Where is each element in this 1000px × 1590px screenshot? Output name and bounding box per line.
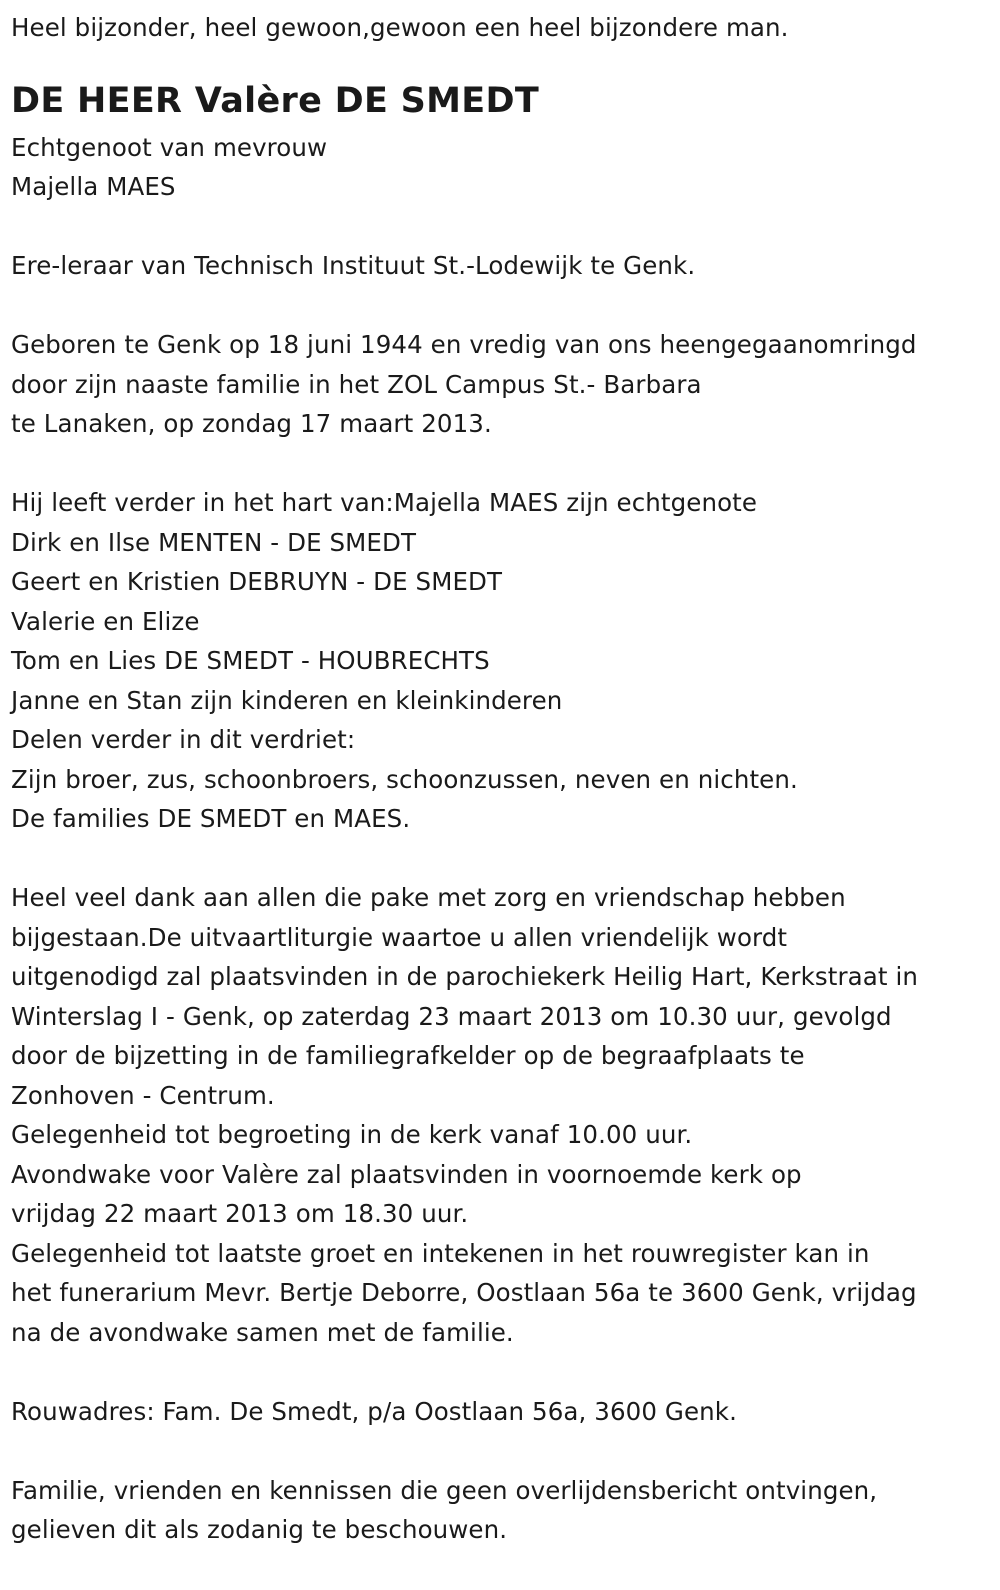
family-line: De families DE SMEDT en MAES. <box>11 804 411 833</box>
family-block <box>11 483 990 839</box>
family-line: Hij leeft verder in het hart van:Majella MAES zijn echtgenote <box>11 488 758 517</box>
service-line: Zonhoven - Centrum. <box>11 1080 275 1110</box>
service-line: Gelegenheid tot begroeting in de kerk vanaf 10.00 uur. <box>11 1120 693 1149</box>
paragraph-spacer <box>11 207 990 247</box>
family-line: Janne en Stan zijn kinderen en kleinkinderen <box>11 685 563 715</box>
service-line: Avondwake voor Valère zal plaatsvinden in voornoemde kerk op <box>11 1159 802 1189</box>
spouse-block <box>11 128 990 207</box>
spouse-line: Majella MAES <box>11 172 176 201</box>
paragraph-spacer <box>11 286 990 326</box>
service-block <box>11 878 990 1352</box>
profession-line: Ere-leraar van Technisch Instituut St.-Lodewijk te Genk. <box>11 251 696 280</box>
paragraph-spacer <box>11 1352 990 1392</box>
family-line: Delen verder in dit verdriet: <box>11 725 356 754</box>
service-line: Heel veel dank aan allen die pake met zorg en vriendschap hebben <box>11 883 846 912</box>
service-line: na de avondwake samen met de familie. <box>11 1317 514 1347</box>
closing-line: Familie, vrienden en kennissen die geen overlijdensbericht ontvingen, <box>11 1475 878 1505</box>
service-line: door de bijzetting in de familiegrafkelder op de begraafplaats te <box>11 1041 805 1070</box>
family-line: Dirk en Ilse MENTEN - DE SMEDT <box>11 527 417 557</box>
family-line: Tom en Lies DE SMEDT - HOUBRECHTS <box>11 646 490 675</box>
deceased-name-heading: DE HEER Valère DE SMEDT <box>11 80 540 121</box>
paragraph-spacer <box>11 839 990 879</box>
service-line: uitgenodigd zal plaatsvinden in de parochiekerk Heilig Hart, Kerkstraat in <box>11 962 918 991</box>
family-line: Geert en Kristien DEBRUYN - DE SMEDT <box>11 567 503 596</box>
mourning-address: Rouwadres: Fam. De Smedt, p/a Oostlaan 56a, 3600 Genk. <box>11 1396 737 1426</box>
service-line: Winterslag I - Genk, op zaterdag 23 maart 2013 om 10.30 uur, gevolgd <box>11 1001 892 1031</box>
birth-death-block <box>11 325 990 444</box>
birth-death-line: te Lanaken, op zondag 17 maart 2013. <box>11 409 492 438</box>
service-line: vrijdag 22 maart 2013 om 18.30 uur. <box>11 1199 469 1228</box>
spouse-line: Echtgenoot van mevrouw <box>11 132 328 162</box>
family-line: Valerie en Elize <box>11 606 200 636</box>
birth-death-line: door zijn naaste familie in het ZOL Campus St.- Barbara <box>11 369 702 399</box>
birth-death-line: Geboren te Genk op 18 juni 1944 en vredig van ons heengegaanomringd <box>11 330 917 359</box>
family-line: Zijn broer, zus, schoonbroers, schoonzussen, neven en nichten. <box>11 764 798 794</box>
service-line: het funerarium Mevr. Bertje Deborre, Oostlaan 56a te 3600 Genk, vrijdag <box>11 1278 917 1307</box>
closing-line: gelieven dit als zodanig te beschouwen. <box>11 1515 508 1544</box>
service-line: Gelegenheid tot laatste groet en intekenen in het rouwregister kan in <box>11 1238 870 1268</box>
motto: Heel bijzonder, heel gewoon,gewoon een heel bijzondere man. <box>11 13 789 42</box>
paragraph-spacer <box>11 444 990 484</box>
paragraph-spacer <box>11 1431 990 1471</box>
closing-block <box>11 1471 990 1550</box>
service-line: bijgestaan.De uitvaartliturgie waartoe u allen vriendelijk wordt <box>11 922 788 952</box>
